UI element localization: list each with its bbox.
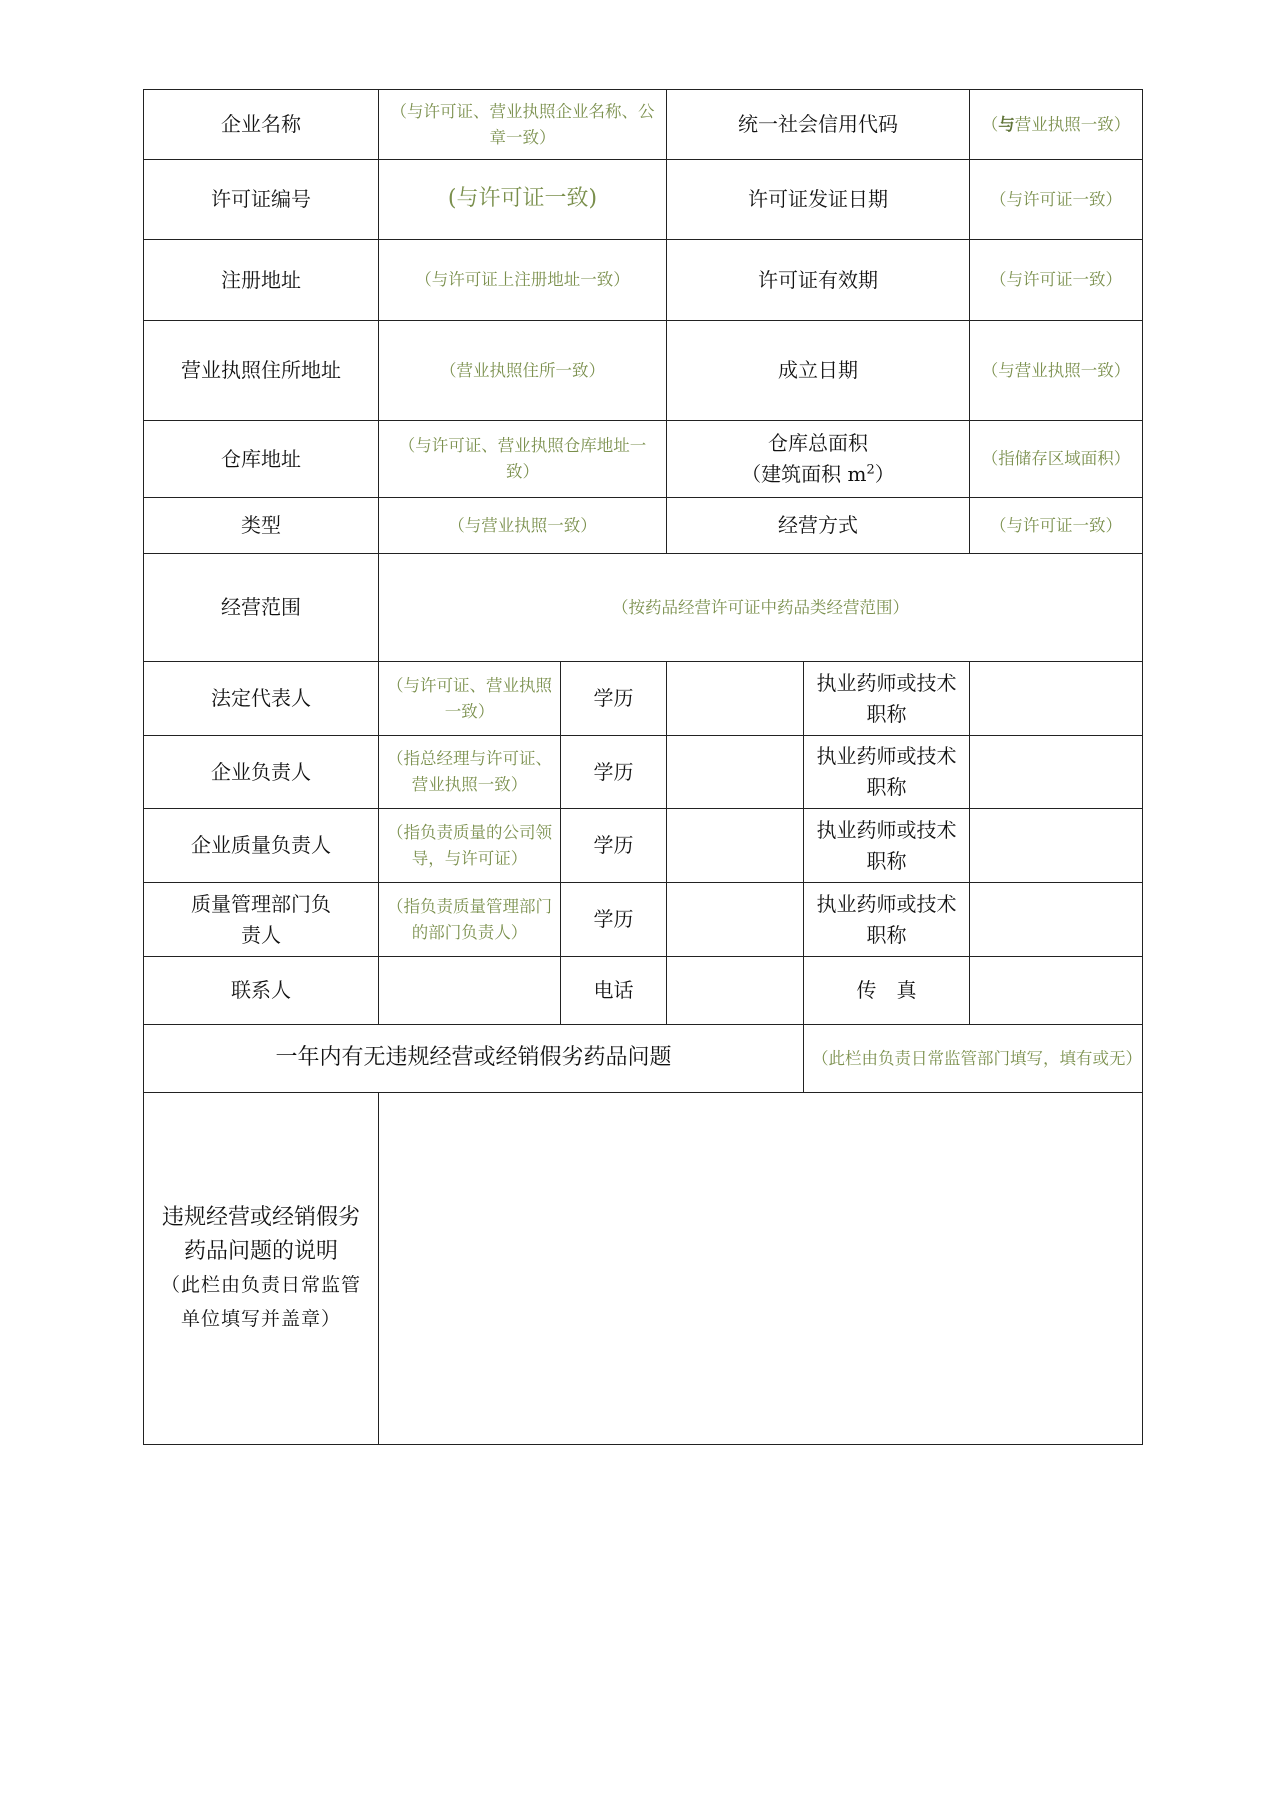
row-business-scope [144,554,1143,662]
education-field[interactable] [667,662,804,736]
education-label: 学历 [561,809,667,883]
company-name-label: 企业名称 [144,90,379,160]
business-address-label: 营业执照住所地址 [144,321,379,421]
person-name-field[interactable]: （指负责质量管理部门的部门负责人） [379,883,561,957]
credit-code-hint-open: （ [981,114,999,134]
title-field[interactable] [970,736,1143,809]
warehouse-address-field[interactable]: （与许可证、营业执照仓库地址一致） [379,421,667,498]
warehouse-area-label-line2 [675,459,961,490]
violation-answer-field[interactable]: （此栏由负责日常监管部门填写，填有或无） [804,1025,1143,1093]
education-label: 学历 [561,662,667,736]
contact-field[interactable] [379,957,561,1025]
license-validity-label: 许可证有效期 [667,240,970,321]
business-address-field[interactable]: （营业执照住所一致） [379,321,667,421]
row-person [144,809,1143,883]
credit-code-label: 统一社会信用代码 [667,90,970,160]
phone-field[interactable] [667,957,804,1025]
title-label: 执业药师或技术职称 [804,736,970,809]
education-field[interactable] [667,736,804,809]
row-contact [144,957,1143,1025]
operation-mode-field[interactable]: （与许可证一致） [970,498,1143,554]
row-business-address [144,321,1143,421]
explanation-title: 违规经营或经销假劣药品问题的说明 [161,1205,360,1265]
row-violation-question [144,1025,1143,1093]
education-label: 学历 [561,736,667,809]
establish-date-field[interactable]: （与营业执照一致） [970,321,1143,421]
person-name-field[interactable]: （指总经理与许可证、营业执照一致） [379,736,561,809]
phone-label: 电话 [561,957,667,1025]
license-issue-date-label: 许可证发证日期 [667,160,970,240]
education-field[interactable] [667,883,804,957]
enterprise-info-form [143,89,1143,1445]
person-role-label: 企业质量负责人 [144,809,379,883]
person-role-label-text: 质量管理部门负责人 [191,891,331,947]
warehouse-area-label [667,421,970,498]
person-role-label: 企业负责人 [144,736,379,809]
fax-field[interactable] [970,957,1143,1025]
violation-question-label: 一年内有无违规经营或经销假劣药品问题 [144,1025,804,1093]
type-label: 类型 [144,498,379,554]
title-field[interactable] [970,809,1143,883]
establish-date-label: 成立日期 [667,321,970,421]
warehouse-address-label: 仓库地址 [144,421,379,498]
business-scope-field[interactable]: （按药品经营许可证中药品类经营范围） [379,554,1143,662]
fax-label: 传 真 [804,957,970,1025]
row-violation-explanation [144,1093,1143,1445]
title-field[interactable] [970,883,1143,957]
person-name-field[interactable]: （与许可证、营业执照一致） [379,662,561,736]
warehouse-area-unit: （建筑面积 m [741,462,867,486]
person-role-label: 法定代表人 [144,662,379,736]
explanation-note: （此栏由负责日常监管单位填写并盖章） [160,1274,361,1330]
license-issue-date-field[interactable]: （与许可证一致） [970,160,1143,240]
person-role-label [144,883,379,957]
row-person [144,883,1143,957]
business-scope-label: 经营范围 [144,554,379,662]
warehouse-area-label-line1: 仓库总面积 [768,431,868,455]
credit-code-hint-rest: 营业执照一致） [1014,114,1131,134]
violation-explanation-label [144,1093,379,1445]
row-company-name [144,90,1143,160]
license-number-label: 许可证编号 [144,160,379,240]
credit-code-hint-bold: 与 [998,114,1015,134]
operation-mode-label: 经营方式 [667,498,970,554]
row-person [144,736,1143,809]
title-label: 执业药师或技术职称 [804,883,970,957]
license-validity-field[interactable]: （与许可证一致） [970,240,1143,321]
title-label: 执业药师或技术职称 [804,662,970,736]
company-name-field[interactable]: （与许可证、营业执照企业名称、公章一致） [379,90,667,160]
square-superscript: 2 [866,462,875,478]
registered-address-field[interactable]: （与许可证上注册地址一致） [379,240,667,321]
license-number-field[interactable]: (与许可证一致) [379,160,667,240]
violation-explanation-field[interactable] [379,1093,1143,1445]
credit-code-field[interactable] [970,90,1143,160]
registered-address-label: 注册地址 [144,240,379,321]
title-label: 执业药师或技术职称 [804,809,970,883]
row-warehouse [144,421,1143,498]
row-license-number [144,160,1143,240]
warehouse-area-close: ） [874,462,895,486]
row-person [144,662,1143,736]
warehouse-area-field[interactable]: （指储存区域面积） [970,421,1143,498]
education-label: 学历 [561,883,667,957]
type-field[interactable]: （与营业执照一致） [379,498,667,554]
row-registered-address [144,240,1143,321]
row-type [144,498,1143,554]
contact-label: 联系人 [144,957,379,1025]
education-field[interactable] [667,809,804,883]
person-name-field[interactable]: （指负责质量的公司领导，与许可证） [379,809,561,883]
title-field[interactable] [970,662,1143,736]
